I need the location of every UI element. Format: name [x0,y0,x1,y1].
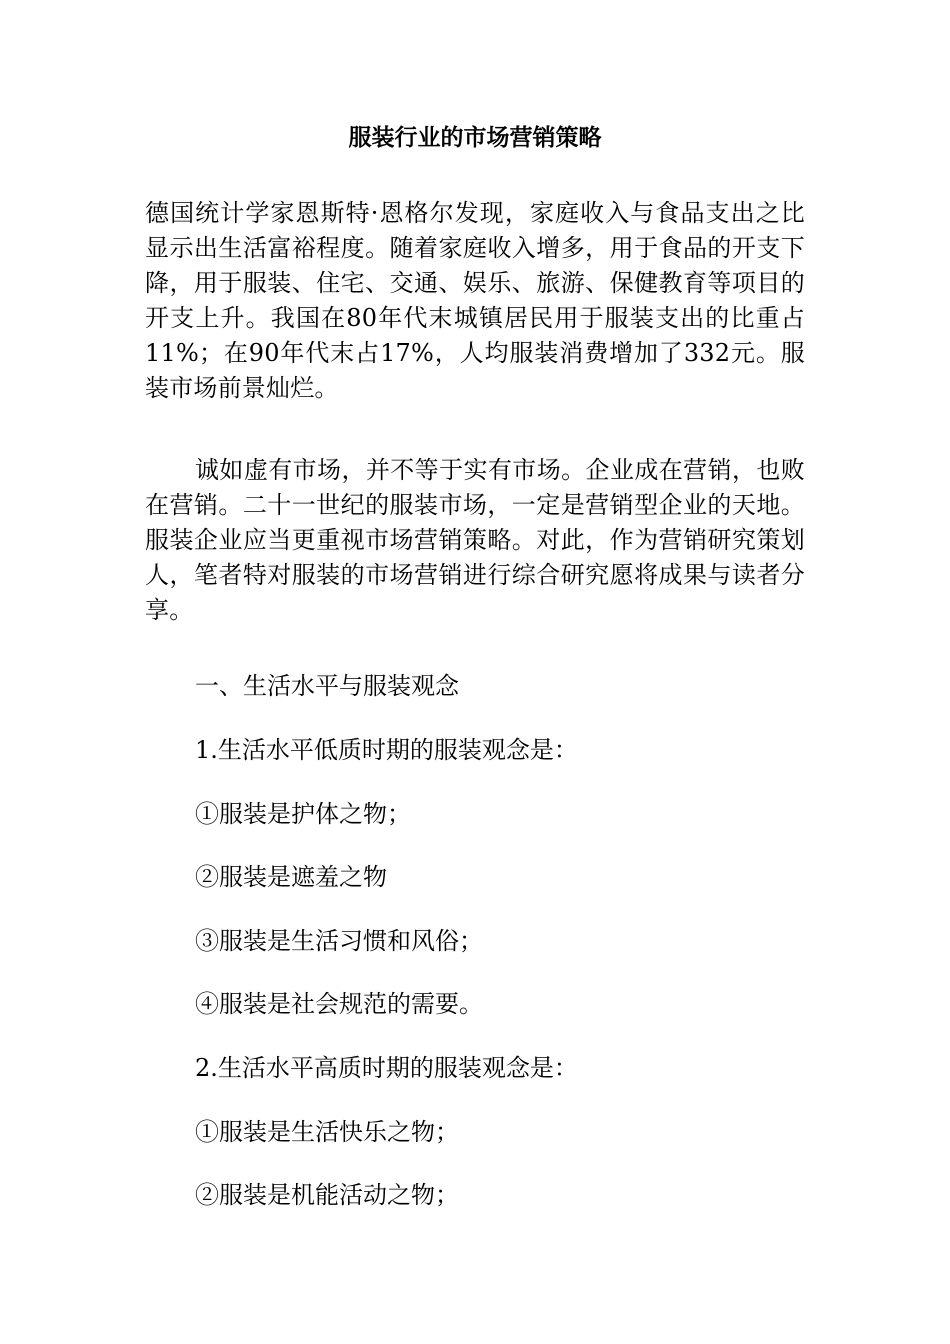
list-item: ①服装是生活快乐之物； [195,1118,459,1146]
list-item: ①服装是护体之物； [195,800,411,828]
document-title: 服装行业的市场营销策略 [348,124,602,151]
list-item: ②服装是机能活动之物； [195,1181,459,1209]
subsection-heading-1: 1.生活水平低质时期的服装观念是： [195,736,578,764]
list-item: ③服装是生活习惯和风俗； [195,927,483,955]
list-item: ④服装是社会规范的需要。 [195,990,483,1018]
intro-paragraph: 德国统计学家恩斯特·恩格尔发现，家庭收入与食品支出之比显示出生活富裕程度。随着家庭收入增多，用于食品的开支下降，用于服装、住宅、交通、娱乐、旅游、保健教育等项目的开支上升。我国在80年代末城镇居民用于服装支出的比重占11%；在90年代末占17%，人均服装消费增加了332元。服装市场前景灿烂。 [145,199,805,402]
body-paragraph: 诚如虚有市场，并不等于实有市场。企业成在营销，也败在营销。二十一世纪的服装市场，一定是营销型企业的天地。服装企业应当更重视市场营销策略。对此，作为营销研究策划人，笔者特对服装的市场营销进行综合研究愿将成果与读者分享。 [145,456,805,624]
subsection-heading-2: 2.生活水平高质时期的服装观念是： [195,1054,578,1082]
list-item: ②服装是遮羞之物 [195,863,387,891]
section-heading: 一、生活水平与服装观念 [195,672,459,700]
